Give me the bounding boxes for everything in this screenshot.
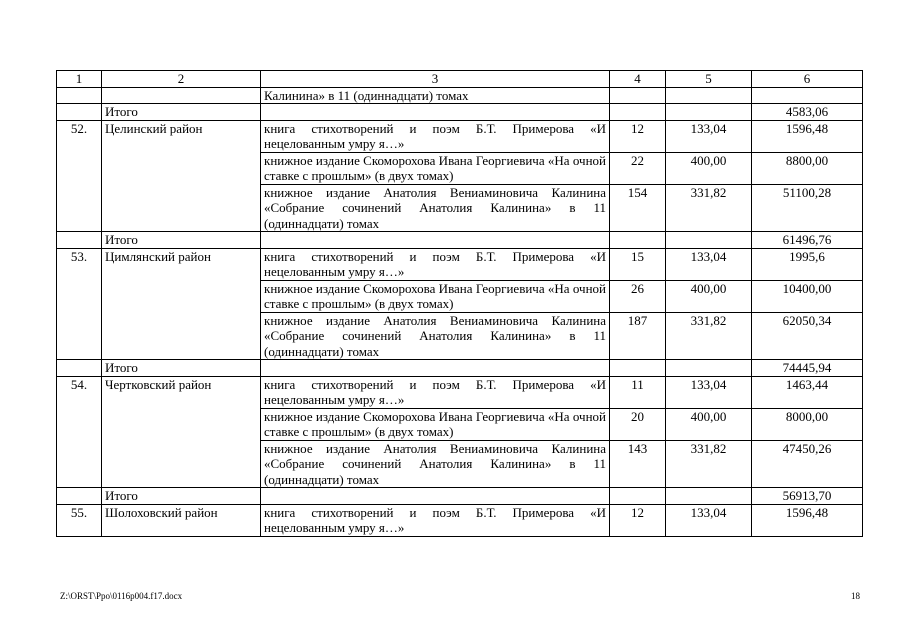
quantity: 143 — [610, 440, 666, 488]
total-empty-cell — [610, 232, 666, 249]
quantity: 187 — [610, 312, 666, 360]
book-title: книжное издание Анатолия Вениаминовича Калинина «Собрание сочинений Анатолия Калинина» в 11 (одиннадцати) томах — [261, 440, 610, 488]
total-num-cell — [57, 360, 102, 377]
quantity: 12 — [610, 120, 666, 152]
amount — [752, 87, 863, 104]
unit-price: 133,04 — [666, 504, 752, 536]
district-name — [102, 87, 261, 104]
amount: 8000,00 — [752, 408, 863, 440]
unit-price: 331,82 — [666, 184, 752, 232]
table-row — [57, 376, 863, 408]
district-name: Целинский район — [102, 120, 261, 232]
budget-table — [56, 70, 863, 537]
row-number: 52. — [57, 120, 102, 232]
unit-price — [666, 87, 752, 104]
book-title: книжное издание Скоморохова Ивана Георгиевича «На очной ставке с прошлым» (в двух томах) — [261, 280, 610, 312]
header-cell: 3 — [261, 71, 610, 88]
amount: 1995,6 — [752, 248, 863, 280]
quantity: 11 — [610, 376, 666, 408]
total-sum: 56913,70 — [752, 488, 863, 505]
amount: 62050,34 — [752, 312, 863, 360]
total-label: Итого — [102, 232, 261, 249]
book-title: книга стихотворений и поэм Б.Т. Примерова «И нецелованным умру я…» — [261, 504, 610, 536]
total-num-cell — [57, 104, 102, 121]
header-row — [57, 71, 863, 88]
book-title: книжное издание Скоморохова Ивана Георгиевича «На очной ставке с прошлым» (в двух томах) — [261, 408, 610, 440]
amount: 47450,26 — [752, 440, 863, 488]
book-title: книга стихотворений и поэм Б.Т. Примерова «И нецелованным умру я…» — [261, 248, 610, 280]
unit-price: 133,04 — [666, 376, 752, 408]
total-row — [57, 232, 863, 249]
total-empty-cell — [666, 104, 752, 121]
district-name: Шолоховский район — [102, 504, 261, 536]
quantity — [610, 87, 666, 104]
book-title: книжное издание Скоморохова Ивана Георгиевича «На очной ставке с прошлым» (в двух томах) — [261, 152, 610, 184]
amount: 1596,48 — [752, 120, 863, 152]
book-title: книга стихотворений и поэм Б.Т. Примерова «И нецелованным умру я…» — [261, 376, 610, 408]
quantity: 20 — [610, 408, 666, 440]
book-title: Калинина» в 11 (одиннадцати) томах — [261, 87, 610, 104]
page-number: 18 — [851, 591, 860, 601]
header-cell: 4 — [610, 71, 666, 88]
table-row — [57, 120, 863, 152]
table-row — [57, 87, 863, 104]
total-num-cell — [57, 232, 102, 249]
amount: 10400,00 — [752, 280, 863, 312]
header-cell: 6 — [752, 71, 863, 88]
total-empty-cell — [261, 360, 610, 377]
district-name: Чертковский район — [102, 376, 261, 488]
quantity: 22 — [610, 152, 666, 184]
book-title: книжное издание Анатолия Вениаминовича Калинина «Собрание сочинений Анатолия Калинина» в 11 (одиннадцати) томах — [261, 184, 610, 232]
total-row — [57, 488, 863, 505]
total-row — [57, 104, 863, 121]
total-num-cell — [57, 488, 102, 505]
amount: 1463,44 — [752, 376, 863, 408]
quantity: 12 — [610, 504, 666, 536]
total-empty-cell — [610, 104, 666, 121]
unit-price: 133,04 — [666, 248, 752, 280]
row-number: 53. — [57, 248, 102, 360]
unit-price: 331,82 — [666, 440, 752, 488]
total-empty-cell — [666, 360, 752, 377]
table-row — [57, 248, 863, 280]
table-row — [57, 504, 863, 536]
row-number: 55. — [57, 504, 102, 536]
unit-price: 133,04 — [666, 120, 752, 152]
quantity: 15 — [610, 248, 666, 280]
total-label: Итого — [102, 360, 261, 377]
total-empty-cell — [666, 488, 752, 505]
total-sum: 4583,06 — [752, 104, 863, 121]
total-sum: 61496,76 — [752, 232, 863, 249]
unit-price: 331,82 — [666, 312, 752, 360]
header-cell: 1 — [57, 71, 102, 88]
amount: 8800,00 — [752, 152, 863, 184]
unit-price: 400,00 — [666, 280, 752, 312]
total-empty-cell — [666, 232, 752, 249]
unit-price: 400,00 — [666, 152, 752, 184]
total-label: Итого — [102, 488, 261, 505]
quantity: 26 — [610, 280, 666, 312]
total-sum: 74445,94 — [752, 360, 863, 377]
total-empty-cell — [261, 488, 610, 505]
book-title: книжное издание Анатолия Вениаминовича Калинина «Собрание сочинений Анатолия Калинина» в 11 (одиннадцати) томах — [261, 312, 610, 360]
total-label: Итого — [102, 104, 261, 121]
total-empty-cell — [610, 488, 666, 505]
total-empty-cell — [610, 360, 666, 377]
row-number — [57, 87, 102, 104]
amount: 1596,48 — [752, 504, 863, 536]
total-row — [57, 360, 863, 377]
row-number: 54. — [57, 376, 102, 488]
book-title: книга стихотворений и поэм Б.Т. Примерова «И нецелованным умру я…» — [261, 120, 610, 152]
file-path: Z:\ORST\Ppo\0116p004.f17.docx — [60, 591, 183, 601]
header-cell: 5 — [666, 71, 752, 88]
header-cell: 2 — [102, 71, 261, 88]
quantity: 154 — [610, 184, 666, 232]
district-name: Цимлянский район — [102, 248, 261, 360]
unit-price: 400,00 — [666, 408, 752, 440]
amount: 51100,28 — [752, 184, 863, 232]
total-empty-cell — [261, 232, 610, 249]
total-empty-cell — [261, 104, 610, 121]
